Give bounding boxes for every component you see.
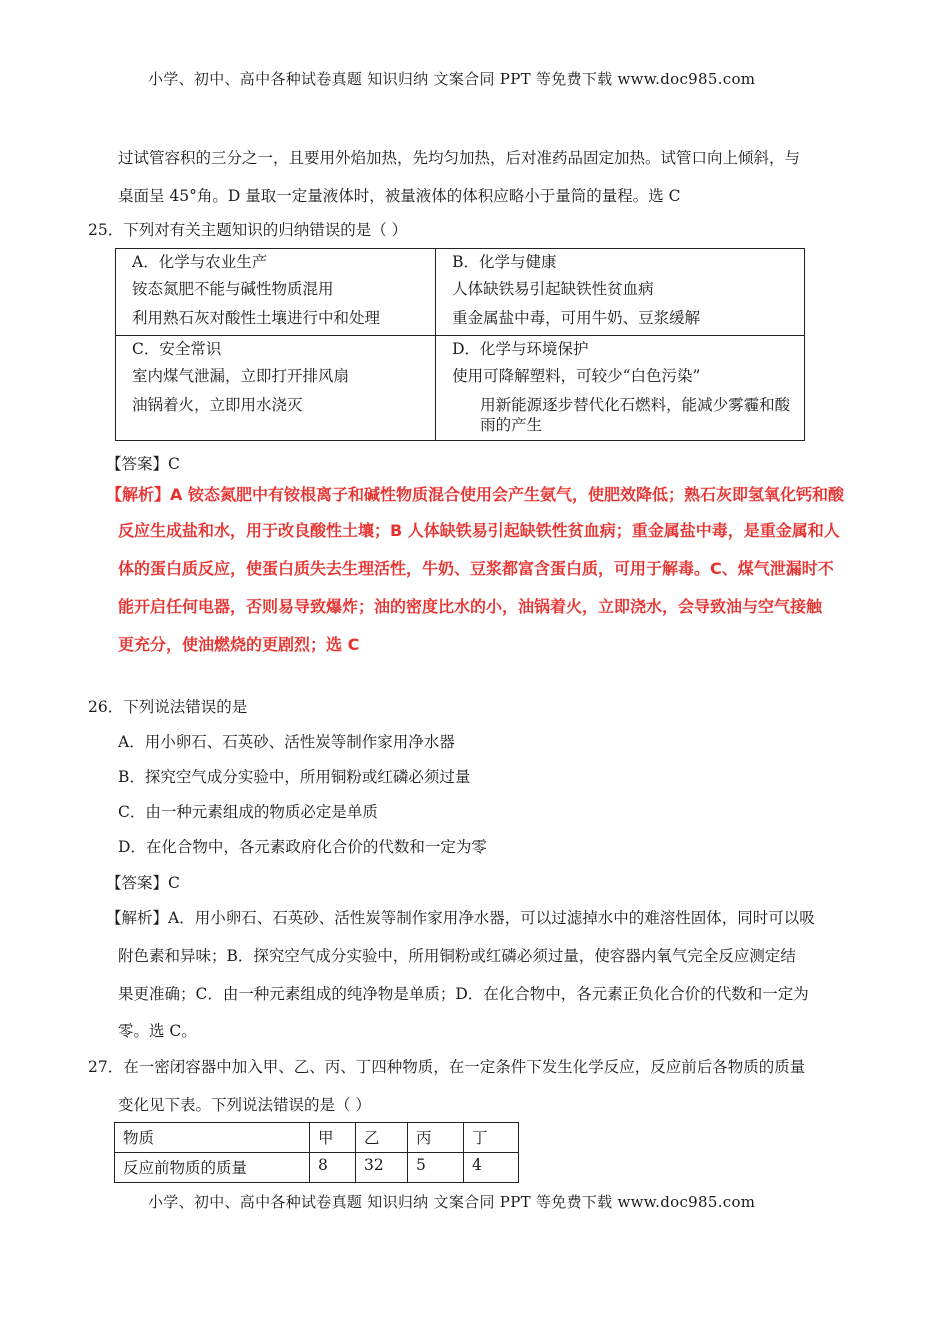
q25-table-row (116, 249, 805, 336)
q25-cell-line: 利用熟石灰对酸性土壤进行中和处理 (132, 309, 381, 327)
q25-cell-line: 用新能源逐步替代化石燃料，能减少雾霾和酸雨的产生 (480, 396, 791, 434)
q25-cell-line: 铵态氮肥不能与碱性物质混用 (132, 280, 334, 298)
page-header: 小学、初中、高中各种试卷真题 知识归纳 文案合同 PPT 等免费下载 www.doc985.com (148, 70, 756, 88)
intro-line-1: 过试管容积的三分之一，且要用外焰加热，先均匀加热，后对准药品固定加热。试管口向上倾斜，与 (118, 149, 801, 167)
q25-table (115, 248, 805, 441)
q25-cell-a (116, 249, 436, 336)
q25-cell-c (116, 336, 436, 441)
q26-analysis-line-1: 【解析】A．用小卵石、石英砂、活性炭等制作家用净水器，可以过滤掉水中的难溶性固体，同时可以吸 (106, 909, 815, 927)
q26-question: 26．下列说法错误的是 (88, 698, 248, 716)
q27-header-cell: 丙 (408, 1123, 464, 1153)
q25-analysis-line-3: 体的蛋白质反应，使蛋白质失去生理活性，牛奶、豆浆都富含蛋白质，可用于解毒。C、煤气泄漏时不 (118, 559, 834, 578)
q27-cell: 8 (310, 1153, 356, 1183)
q25-analysis-line-4: 能开启任何电器，否则易导致爆炸；油的密度比水的小，油锅着火，立即浇水，会导致油与空气接触 (118, 597, 823, 616)
q25-cell-line: 油锅着火，立即用水浇灭 (132, 396, 303, 414)
q27-question-line-1: 27．在一密闭容器中加入甲、乙、丙、丁四种物质，在一定条件下发生化学反应，反应前后各物质的质量 (88, 1058, 806, 1076)
q25-cell-b (436, 249, 805, 336)
q26-analysis-line-4: 零。选 C。 (118, 1022, 197, 1040)
q25-table-row (116, 336, 805, 441)
q25-cell-line: 人体缺铁易引起缺铁性贫血病 (452, 280, 654, 298)
q25-cell-line: 重金属盐中毒，可用牛奶、豆浆缓解 (452, 309, 701, 327)
q26-analysis-line-2: 附色素和异味；B．探究空气成分实验中，所用铜粉或红磷必须过量，使容器内氧气完全反应测定结 (118, 947, 796, 965)
q26-answer: 【答案】C (106, 874, 180, 892)
q26-option-a: A．用小卵石、石英砂、活性炭等制作家用净水器 (118, 733, 455, 751)
q27-header-cell: 物质 (115, 1123, 310, 1153)
q25-question: 25．下列对有关主题知识的归纳错误的是（ ） (88, 221, 408, 239)
q25-analysis-line-1: 【解析】A 铵态氮肥中有铵根离子和碱性物质混合使用会产生氨气，使肥效降低；熟石灰即氢氧化钙和酸 (106, 485, 844, 504)
q25-answer: 【答案】C (106, 455, 180, 473)
q26-option-c: C．由一种元素组成的物质必定是单质 (118, 803, 378, 821)
q26-option-b: B．探究空气成分实验中，所用铜粉或红磷必须过量 (118, 768, 471, 786)
q27-header-cell: 乙 (356, 1123, 408, 1153)
q25-analysis-line-5: 更充分，使油燃烧的更剧烈；选 C (118, 635, 360, 654)
intro-line-2: 桌面呈 45°角。D 量取一定量液体时，被量液体的体积应略小于量筒的量程。选 C (118, 187, 681, 205)
q27-table-row (115, 1153, 519, 1183)
page-footer: 小学、初中、高中各种试卷真题 知识归纳 文案合同 PPT 等免费下载 www.doc985.com (148, 1193, 756, 1211)
q25-cell-line: 室内煤气泄漏，立即打开排风扇 (132, 367, 350, 385)
q27-header-cell: 丁 (464, 1123, 519, 1153)
q27-cell: 5 (408, 1153, 464, 1183)
q27-cell: 4 (464, 1153, 519, 1183)
q27-cell: 32 (356, 1153, 408, 1183)
q25-cell-title: A．化学与农业生产 (132, 253, 268, 271)
q25-analysis-line-2: 反应生成盐和水，用于改良酸性土壤；B 人体缺铁易引起缺铁性贫血病；重金属盐中毒，是重金属和人 (118, 521, 840, 540)
q27-table (114, 1122, 519, 1183)
q25-cell-title: B．化学与健康 (452, 253, 557, 271)
q27-header-cell: 甲 (310, 1123, 356, 1153)
q25-cell-line: 使用可降解塑料，可较少“白色污染” (452, 367, 701, 385)
q27-table-header-row (115, 1123, 519, 1153)
q27-cell: 反应前物质的质量 (115, 1153, 310, 1183)
q26-analysis-line-3: 果更准确；C．由一种元素组成的纯净物是单质；D．在化合物中，各元素正负化合价的代数和一定为 (118, 985, 809, 1003)
q25-cell-d (436, 336, 805, 441)
q26-option-d: D．在化合物中，各元素政府化合价的代数和一定为零 (118, 838, 487, 856)
q27-question-line-2: 变化见下表。下列说法错误的是（ ） (118, 1096, 371, 1114)
q25-cell-title: D．化学与环境保护 (452, 340, 589, 358)
q25-cell-title: C．安全常识 (132, 340, 222, 358)
